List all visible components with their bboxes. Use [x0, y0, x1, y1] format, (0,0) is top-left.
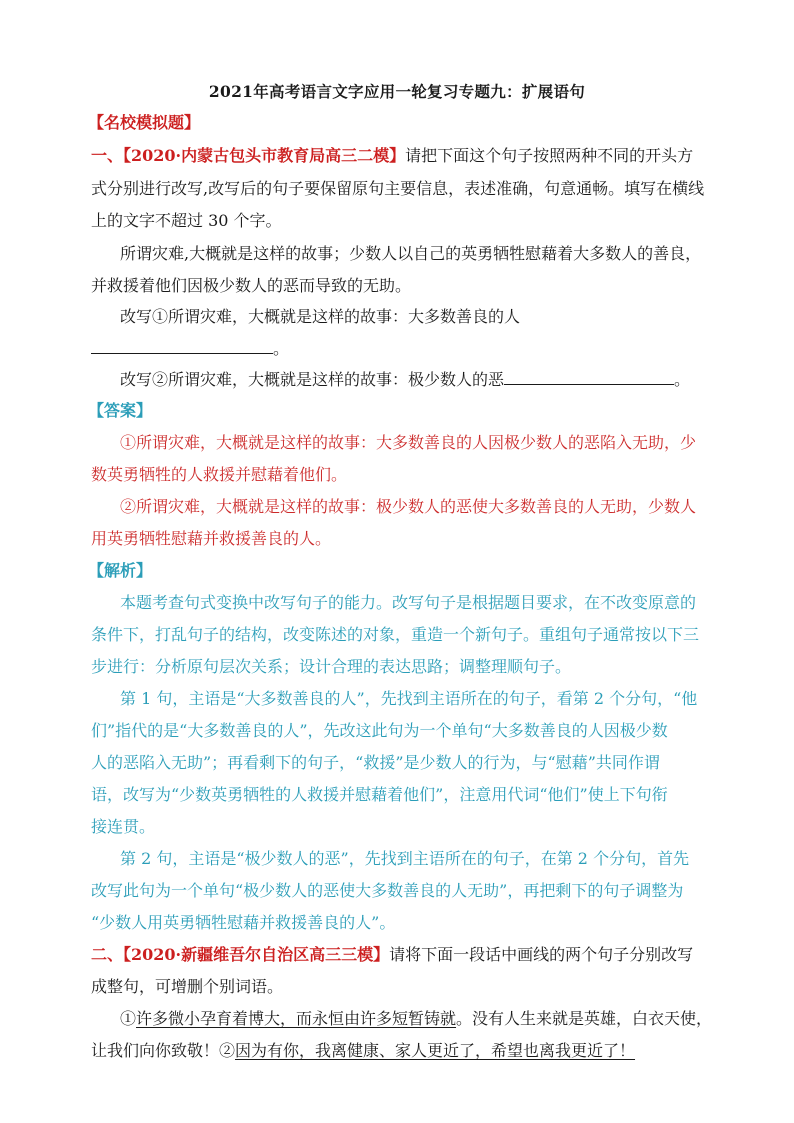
q1-rewrite-1: 改写①所谓灾难，大概就是这样的故事：大多数善良的人 [120, 307, 521, 326]
analysis-p3-line-3: “少数人用英勇牺牲慰藉并救援善良的人”。 [91, 913, 396, 932]
q2-number: 二、 [91, 945, 124, 964]
page-title: 2021年高考语言文字应用一轮复习专题九：扩展语句 [208, 82, 586, 101]
q2-passage-line-1: ①许多微小孕育着博大，而永恒由许多短暂铸就。没有人生来就是英雄，白衣天使， [120, 1009, 713, 1028]
q1-passage-line-1: 所谓灾难,大概就是这样的故事；少数人以自己的英勇牺牲慰藉着大多数人的善良， [120, 244, 702, 263]
analysis-p1-line-2: 条件下，打乱句子的结构，改变陈述的对象，重造一个新句子。重组句子通常按以下三 [91, 625, 700, 644]
analysis-tag: 【解析】 [88, 561, 153, 580]
analysis-p2-line-3: 人的恶陷入无助”；再看剩下的句子，“救援”是少数人的行为，与“慰藉”共同作谓 [91, 753, 660, 772]
answer-1-line-1: ①所谓灾难，大概就是这样的故事：大多数善良的人因极少数人的恶陷入无助，少 [120, 433, 697, 452]
section-header: 【名校模拟题】 [88, 113, 201, 132]
q2-prompt-line-2: 成整句，可增删个别词语。 [91, 977, 284, 996]
analysis-p2-line-1: 第 1 句，主语是“大多数善良的人”，先找到主语所在的句子，看第 2 个分句，“他 [120, 689, 698, 708]
q1-source: 【2020·内蒙古包头市教育局高三二模】 [123, 146, 406, 165]
underlined-sentence-1: 许多微小孕育着博大，而永恒由许多短暂铸就 [136, 1009, 457, 1028]
analysis-p1-line-1: 本题考查句式变换中改写句子的能力。改写句子是根据题目要求，在不改变原意的 [120, 593, 697, 612]
q1-number: 一、 [91, 146, 124, 165]
answer-2-line-2: 用英勇牺牲慰藉并救援善良的人。 [91, 529, 332, 548]
q1-prompt-text: 请把下面这个句子按照两种不同的开头方 [405, 146, 694, 165]
q2-prompt-text: 请将下面一段话中画线的两个句子分别改写 [389, 945, 694, 964]
underlined-sentence-2: 因为有你，我离健康、家人更近了，希望也离我更近了！ [235, 1041, 636, 1060]
analysis-p1-line-3: 步进行：分析原句层次关系；设计合理的表达思路；调整理顺句子。 [91, 657, 572, 676]
analysis-p2-line-5: 接连贯。 [91, 817, 156, 836]
q1-prompt-line-2: 式分别进行改写,改写后的句子要保留原句主要信息，表述准确，句意通畅。填写在横线 [91, 179, 705, 198]
q1-rewrite-2 [120, 368, 709, 391]
answer-blank-1[interactable] [91, 337, 273, 354]
q1-passage-line-2: 并救援着他们因极少数人的恶而导致的无助。 [91, 276, 412, 295]
rewrite-2-text: 改写②所谓灾难，大概就是这样的故事：极少数人的恶 [120, 370, 505, 389]
analysis-p2-line-2: 们”指代的是“大多数善良的人”，先改这此句为一个单句“大多数善良的人因极少数 [91, 721, 668, 740]
q1-rewrite-1-blank-line [91, 337, 709, 360]
rewrite-2-end: 。 [674, 370, 691, 389]
answer-1-line-2: 数英勇牺牲的人救援并慰藉着他们。 [91, 465, 348, 484]
answer-tag: 【答案】 [88, 401, 153, 420]
analysis-p2-line-4: 语，改写为“少数英勇牺牲的人救援并慰藉着他们”，注意用代词“他们”使上下句衔 [91, 785, 668, 804]
q1-prompt-line-3: 上的文字不超过 30 个字。 [91, 211, 282, 230]
analysis-p3-line-2: 改写此句为一个单句“极少数人的恶使大多数善良的人无助”，再把剩下的句子调整为 [91, 881, 684, 900]
q2-passage-line-2: 让我们向你致敬！②因为有你，我离健康、家人更近了，希望也离我更近了！ [91, 1041, 636, 1060]
answer-2-line-1: ②所谓灾难，大概就是这样的故事：极少数人的恶使大多数善良的人无助，少数人 [120, 497, 697, 516]
answer-blank-2[interactable] [504, 368, 674, 385]
analysis-p3-line-1: 第 2 句，主语是“极少数人的恶”，先找到主语所在的句子，在第 2 个分句，首先 [120, 849, 690, 868]
q1-prompt-line-1 [91, 145, 709, 167]
q2-prompt-line-1 [91, 944, 709, 966]
q2-source: 【2020·新疆维吾尔自治区高三三模】 [123, 945, 390, 964]
rewrite-1-end: 。 [273, 339, 290, 358]
